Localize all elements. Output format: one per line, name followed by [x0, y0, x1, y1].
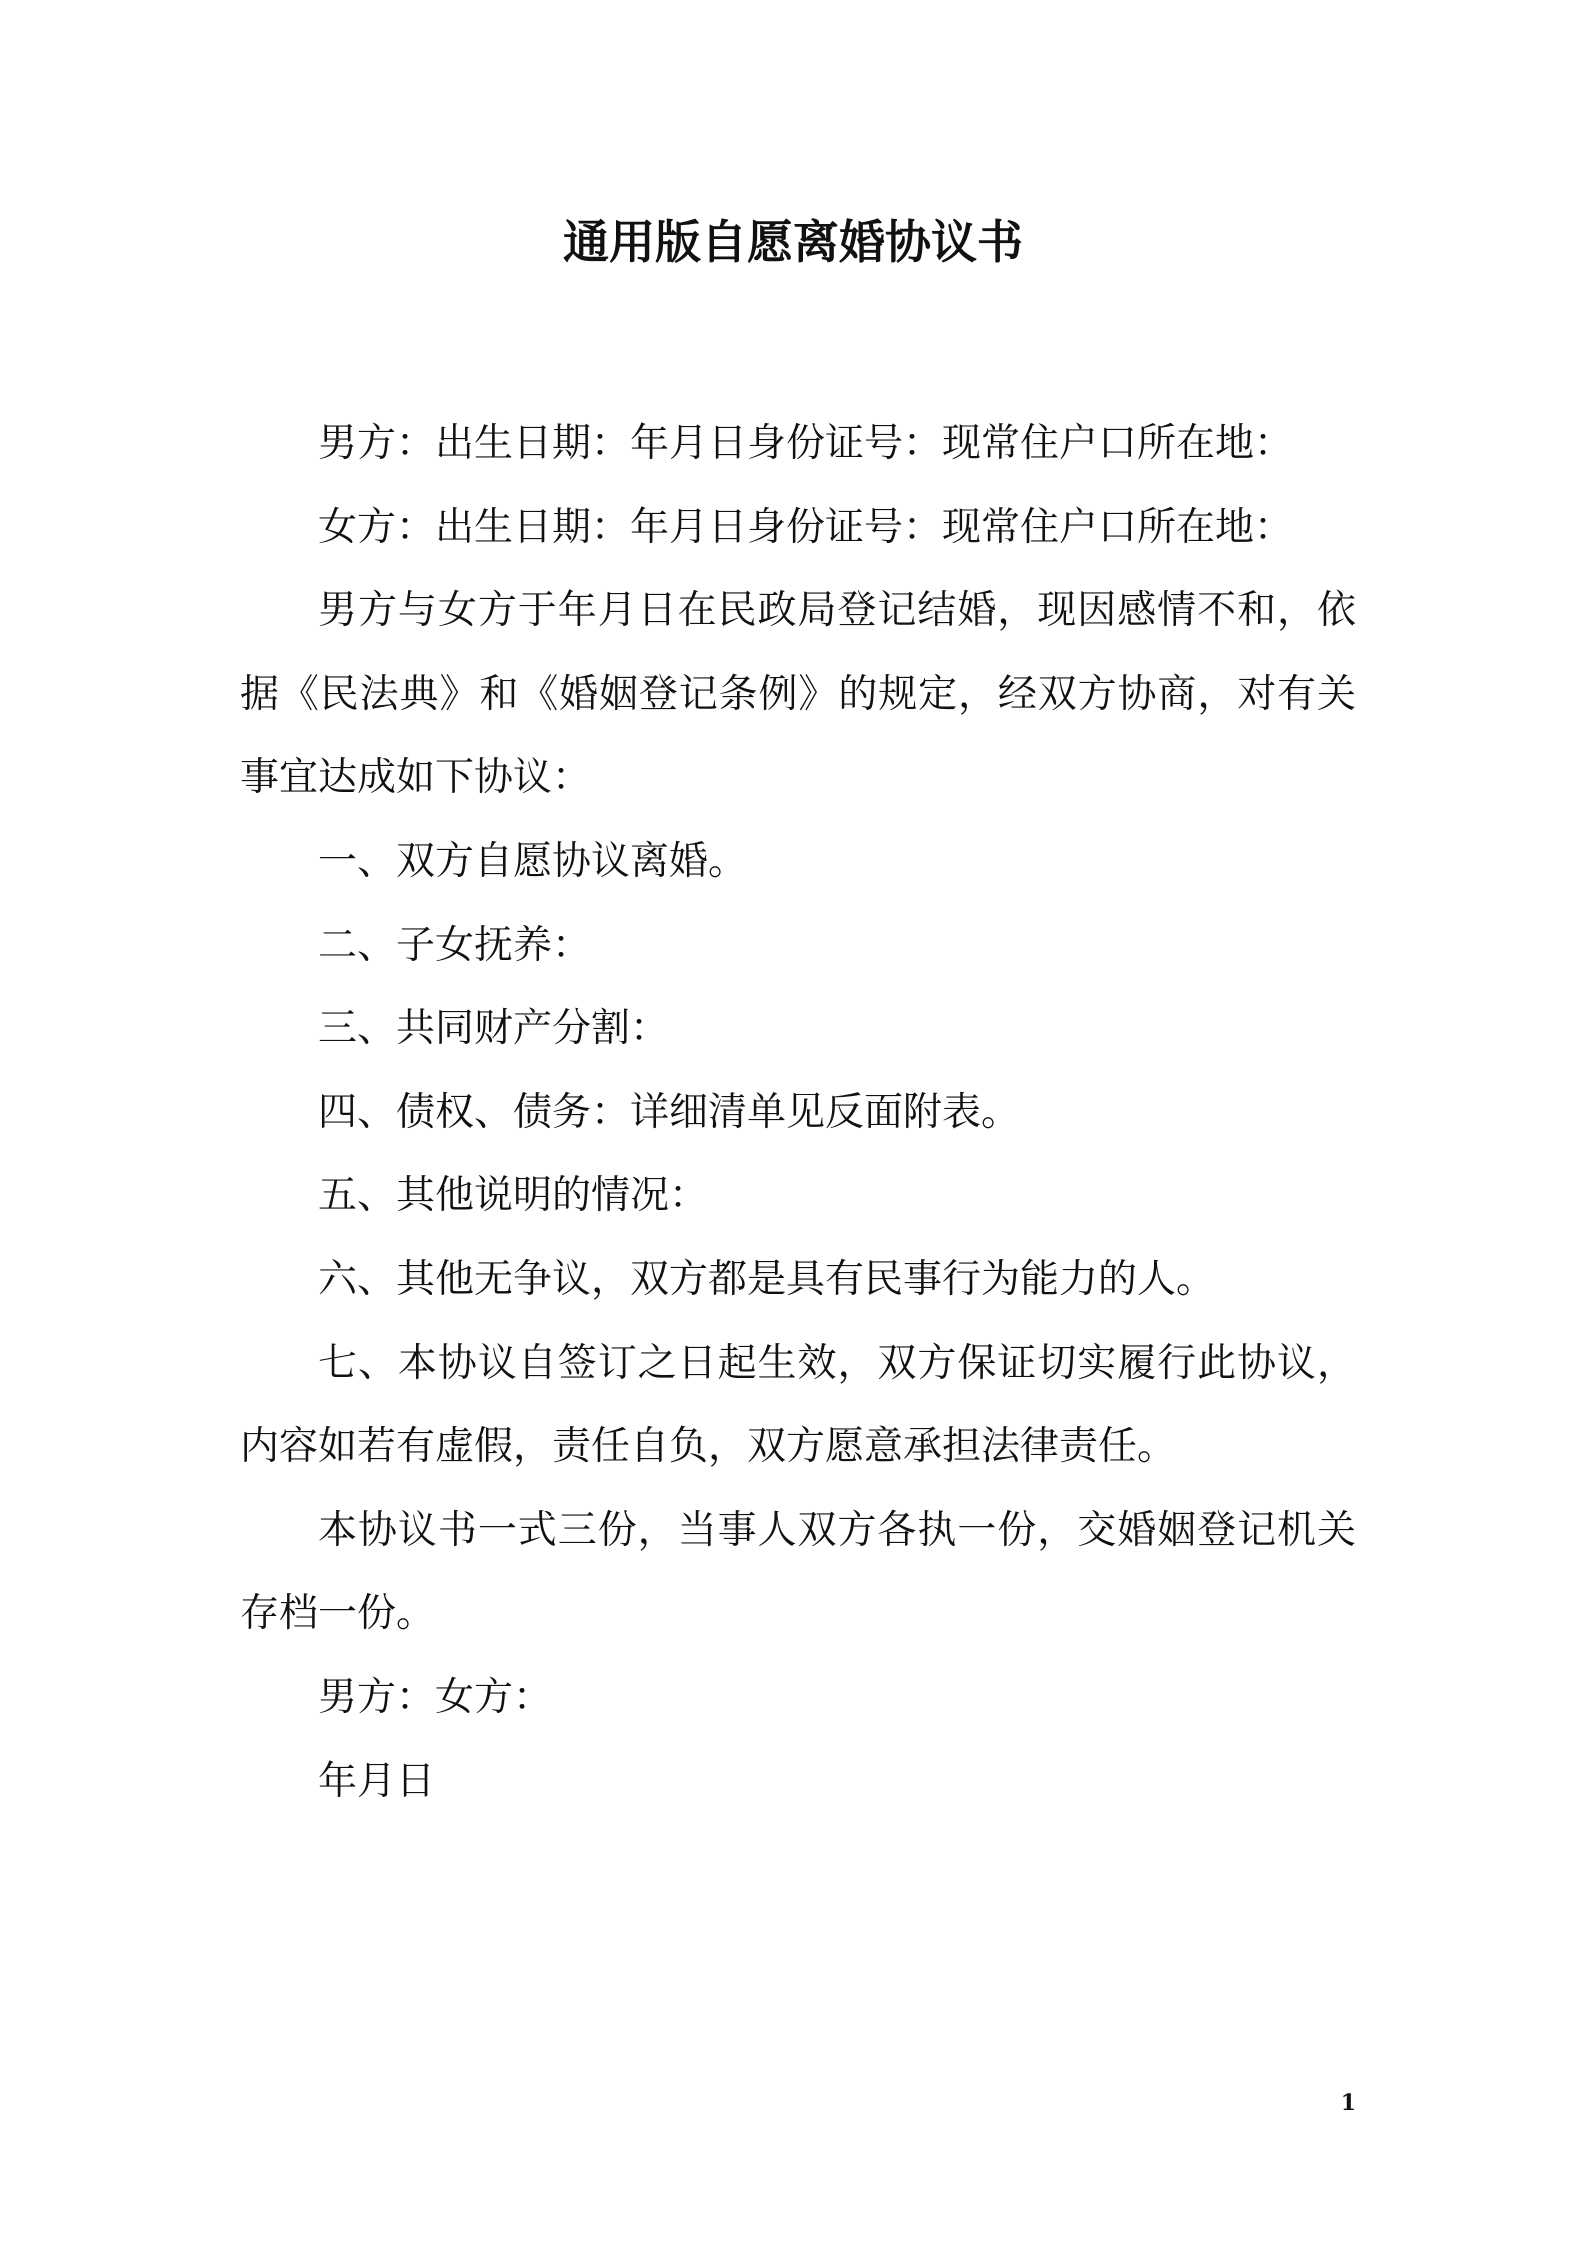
date-line: 年月日: [318, 1758, 436, 1804]
clause-3-property-division: 三、共同财产分割：: [318, 1006, 670, 1052]
clause-4-debts: 四、债权、债务：详细清单见反面附表。: [318, 1089, 1021, 1135]
clause-5-other-notes: 五、其他说明的情况：: [318, 1173, 709, 1219]
paragraph-preamble: 男方与女方于年月日在民政局登记结婚，现因感情不和，依据《民法典》和《婚姻登记条例》的规定，经双方协商，对有关事宜达成如下协议：: [240, 588, 1356, 801]
clause-6-no-dispute: 六、其他无争议，双方都是具有民事行为能力的人。: [318, 1256, 1216, 1302]
document-title: 通用版自愿离婚协议书: [563, 215, 1023, 269]
document-body: [240, 402, 1356, 1823]
page-number: 1: [1340, 2090, 1356, 2116]
paragraph-female-party-info: 女方：出生日期：年月日身份证号：现常住户口所在地：: [318, 504, 1294, 550]
paragraph-copies: 本协议书一式三份，当事人双方各执一份，交婚姻登记机关存档一份。: [240, 1507, 1356, 1637]
clause-1-divorce: 一、双方自愿协议离婚。: [318, 838, 748, 884]
paragraph-male-party-info: 男方：出生日期：年月日身份证号：现常住户口所在地：: [318, 421, 1294, 466]
clause-7-effectiveness: 七、本协议自签订之日起生效，双方保证切实履行此协议，内容如若有虚假，责任自负，双方愿意承担法律责任。: [240, 1340, 1356, 1470]
signature-line: 男方：女方：: [318, 1674, 553, 1720]
clause-2-child-custody: 二、子女抚养：: [318, 922, 592, 968]
